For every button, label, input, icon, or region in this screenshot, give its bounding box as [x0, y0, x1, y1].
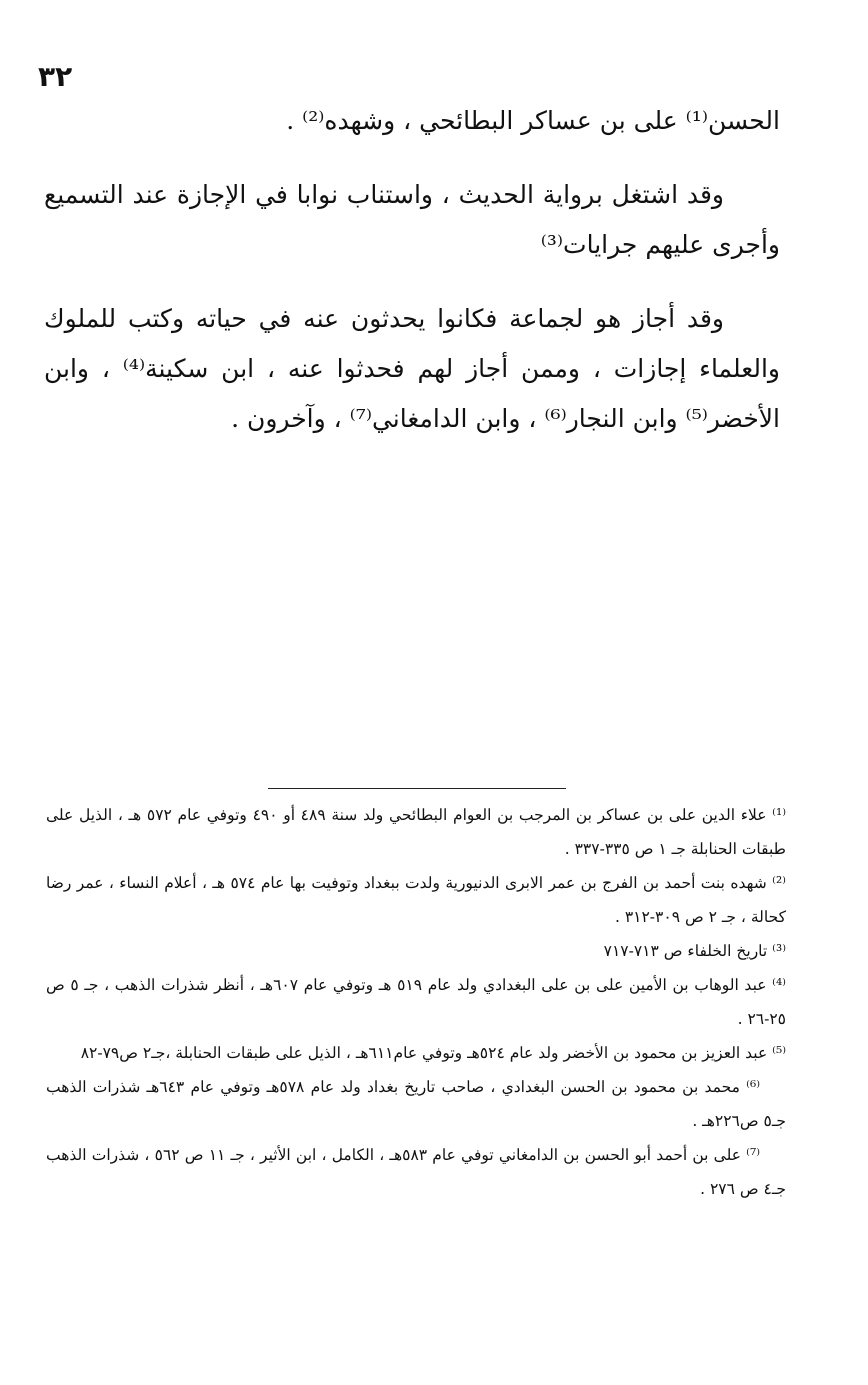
footnote-2: ⁽²⁾ شهده بنت أحمد بن الفرج بن عمر الابرى الدنيورية ولدت ببغداد وتوفيت بها عام ٥٧٤ هـ ، أعلام النساء ، عمر رضا كحالة ، جـ ٢ ص ٣٠٩-٣١٢ .: [46, 874, 786, 926]
footnote-separator: [268, 788, 566, 789]
footnote-4: ⁽⁴⁾ عبد الوهاب بن الأمين على بن على البغدادي ولد عام ٥١٩ هـ وتوفي عام ٦٠٧هـ ، أنظر شذرات الذهب ، جـ ٥ ص ٢٥-٢٦ .: [46, 976, 786, 1028]
main-text: [44, 96, 780, 444]
paragraph-1: الحسن⁽¹⁾ على بن عساكر البطائحي ، وشهده⁽²⁾ .: [286, 106, 780, 135]
paragraph-2: وقد اشتغل برواية الحديث ، واستناب نوابا في الإجازة عند التسميع وأجرى عليهم جرايات⁽³⁾: [44, 180, 780, 259]
footnotes: [46, 798, 786, 1206]
footnote-5: ⁽⁵⁾ عبد العزيز بن محمود بن الأخضر ولد عام ٥٢٤هـ وتوفي عام٦١١هـ ، الذيل على طبقات الحنابلة ،جـ٢ ص٧٩-٨٢: [80, 1044, 786, 1062]
paragraph-3: وقد أجاز هو لجماعة فكانوا يحدثون عنه في حياته وكتب للملوك والعلماء إجازات ، وممن أجاز لهم فحدثوا عنه ، ابن سكينة⁽⁴⁾ ، وابن الأخضر⁽⁵⁾ وابن النجار⁽⁶⁾ ، وابن الدامغاني⁽⁷⁾ ، وآخرون .: [44, 304, 780, 433]
footnote-6: ⁽⁶⁾ محمد بن محمود بن الحسن البغدادي ، صاحب تاريخ بغداد ولد عام ٥٧٨هـ وتوفي عام ٦٤٣هـ شذرات الذهب جـ٥ ص٢٢٦هـ .: [46, 1078, 786, 1130]
page-number: ٣٢: [38, 60, 73, 93]
footnote-7: ⁽⁷⁾ على بن أحمد أبو الحسن بن الدامغاني توفي عام ٥٨٣هـ ، الكامل ، ابن الأثير ، جـ ١١ ص ٥٦٢ ، شذرات الذهب جـ٤ ص ٢٧٦ .: [46, 1146, 786, 1198]
footnote-1: ⁽¹⁾ علاء الدين على بن عساكر بن المرجب بن العوام البطائحي ولد سنة ٤٨٩ أو ٤٩٠ وتوفي عام ٥٧٢ هـ ، الذيل على طبقات الحنابلة جـ ١ ص ٣٣٥-٣٣٧ .: [46, 806, 786, 858]
footnote-3: ⁽³⁾ تاريخ الخلفاء ص ٧١٣-٧١٧: [603, 942, 786, 960]
